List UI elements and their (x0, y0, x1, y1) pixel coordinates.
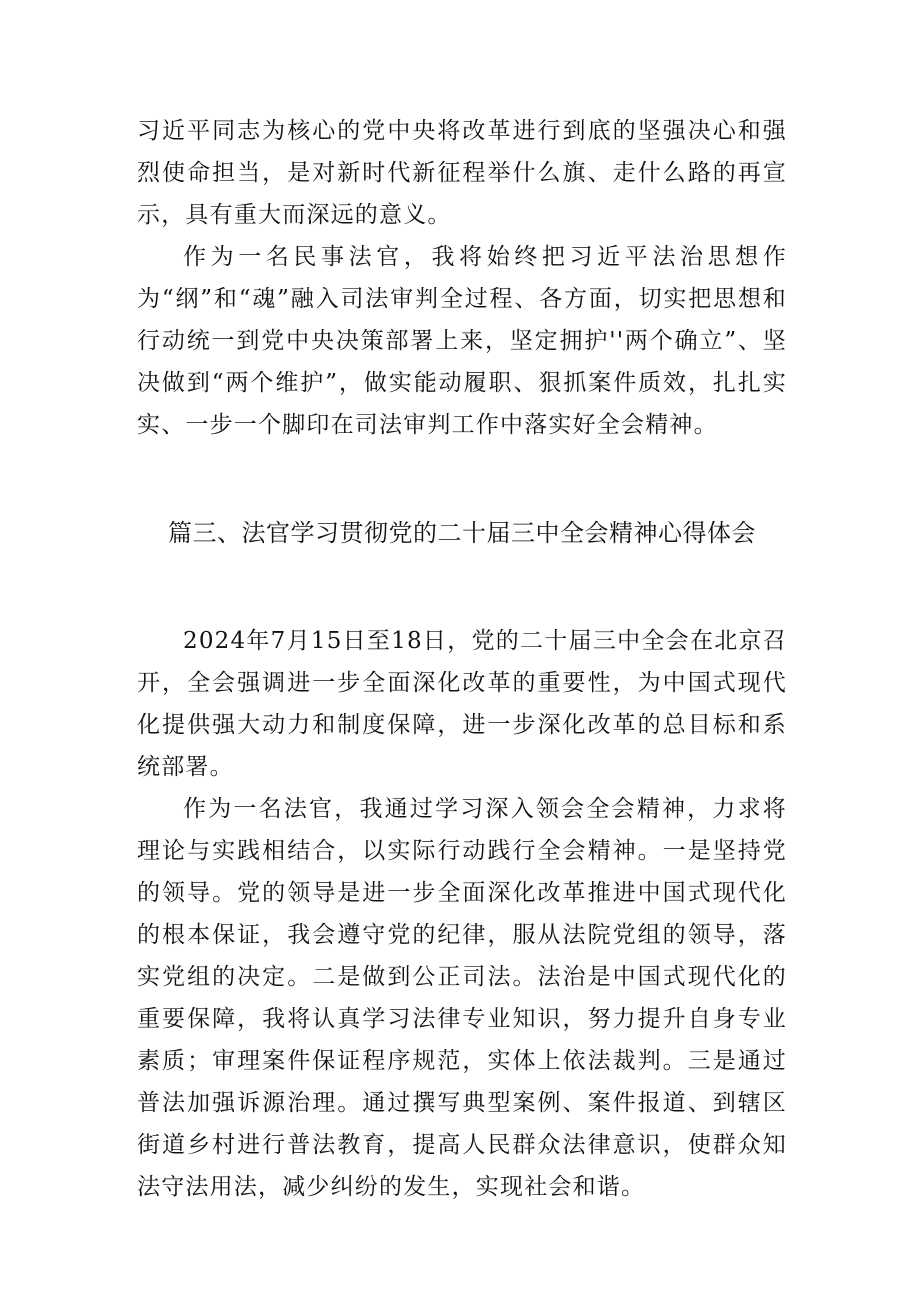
paragraph-continued: 习近平同志为核心的党中央将改革进行到底的坚强决心和强烈使命担当，是对新时代新征程举什么旗、走什么路的再宣示，具有重大而深远的意义。 (137, 118, 787, 228)
section-heading: 篇三、法官学习贯彻党的二十届三中全会精神心得体会 (168, 519, 756, 547)
paragraph-plenum-intro: 2024年7月15日至18日，党的二十届三中全会在北京召开，全会强调进一步全面深化改革的重要性，为中国式现代化提供强大动力和制度保障，进一步深化改革的总目标和系统部署。 (137, 628, 787, 780)
paragraph-judge-commitments: 作为一名法官，我通过学习深入领会全会精神，力求将理论与实践相结合，以实际行动践行全会精神。一是坚持党的领导。党的领导是进一步全面深化改革推进中国式现代化的根本保证，我会遵守党的纪律，服从法院党组的领导，落实党组的决定。二是做到公正司法。法治是中国式现代化的重要保障，我将认真学习法律专业知识，努力提升自身专业素质；审理案件保证程序规范，实体上依法裁判。三是通过普法加强诉源治理。通过撰写典型案例、案件报道、到辖区街道乡村进行普法教育，提高人民群众法律意识，使群众知法守法用法，减少纠纷的发生，实现社会和谐。 (137, 796, 787, 1200)
paragraph-civil-judge: 作为一名民事法官，我将始终把习近平法治思想作为“纲”和“魂”融入司法审判全过程、各方面，切实把思想和行动统一到党中央决策部署上来，坚定拥护''两个确立”、坚决做到“两个维护”，做实能动履职、狠抓案件质效，扎扎实实、一步一个脚印在司法审判工作中落实好全会精神。 (137, 244, 787, 438)
document-body (137, 110, 787, 1208)
